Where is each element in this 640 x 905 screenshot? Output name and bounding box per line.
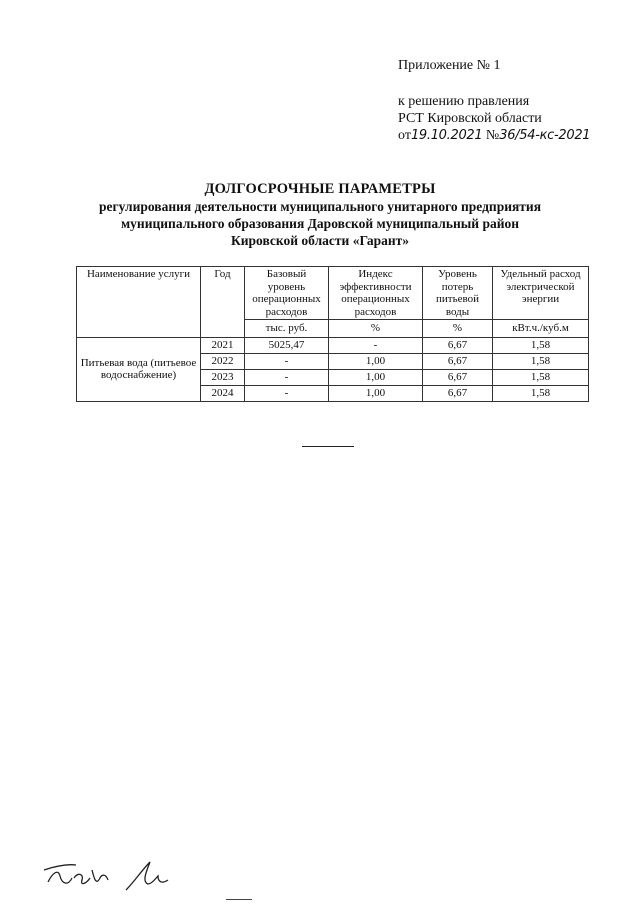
parameters-table [76, 266, 589, 402]
cell-year: 2023 [201, 369, 245, 385]
decision-date-line [398, 127, 590, 144]
decision-reference [398, 93, 590, 144]
cell-year: 2021 [201, 337, 245, 353]
cell-losses: 6,67 [423, 385, 493, 401]
cell-base: 5025,47 [245, 337, 329, 353]
unit-energy: кВт.ч./куб.м [493, 320, 589, 338]
decision-date: 19.10.2021 [410, 128, 483, 143]
cell-losses: 6,67 [423, 369, 493, 385]
cell-base: - [245, 369, 329, 385]
cell-index: - [329, 337, 423, 353]
decision-line-1: к решению правления [398, 94, 530, 109]
cell-energy: 1,58 [493, 385, 589, 401]
table-row [77, 337, 589, 353]
service-name: Питьевая вода (питьевое водоснабжение) [77, 337, 201, 401]
date-prefix: от [398, 128, 411, 143]
title-line-2: регулирования деятельности муниципального унитарного предприятия [98, 199, 542, 214]
cell-index: 1,00 [329, 385, 423, 401]
header-service: Наименование услуги [77, 267, 201, 338]
header-water-losses: Уровень потерь питьевой воды [423, 267, 493, 320]
decision-line-2: РСТ Кировской области [398, 111, 542, 126]
cell-energy: 1,58 [493, 353, 589, 369]
cell-base: - [245, 353, 329, 369]
title-main: ДОЛГОСРОЧНЫЕ ПАРАМЕТРЫ [204, 181, 436, 197]
header-efficiency-index: Индекс эффективности операционных расходов [329, 267, 423, 320]
cell-energy: 1,58 [493, 337, 589, 353]
cell-losses: 6,67 [423, 337, 493, 353]
end-divider [302, 446, 354, 447]
cell-losses: 6,67 [423, 353, 493, 369]
unit-losses: % [423, 320, 493, 338]
document-title [0, 181, 640, 249]
signature-marks [38, 848, 198, 894]
title-line-4: Кировской области «Гарант» [230, 233, 410, 248]
cell-base: - [245, 385, 329, 401]
number-prefix: № [485, 128, 500, 143]
table-header-row [77, 267, 589, 320]
header-base-expenses: Базовый уровень операционных расходов [245, 267, 329, 320]
appendix-label: Приложение № 1 [398, 58, 501, 73]
header-year: Год [201, 267, 245, 338]
decision-number: 36/54-кс-2021 [499, 128, 591, 143]
cell-year: 2022 [201, 353, 245, 369]
cell-energy: 1,58 [493, 369, 589, 385]
cell-year: 2024 [201, 385, 245, 401]
header-energy-consumption: Удельный расход электрической энергии [493, 267, 589, 320]
unit-index: % [329, 320, 423, 338]
title-line-3: муниципального образования Даровской муниципальный район [120, 216, 520, 231]
unit-base: тыс. руб. [245, 320, 329, 338]
cell-index: 1,00 [329, 369, 423, 385]
footer-mark [226, 899, 252, 900]
cell-index: 1,00 [329, 353, 423, 369]
